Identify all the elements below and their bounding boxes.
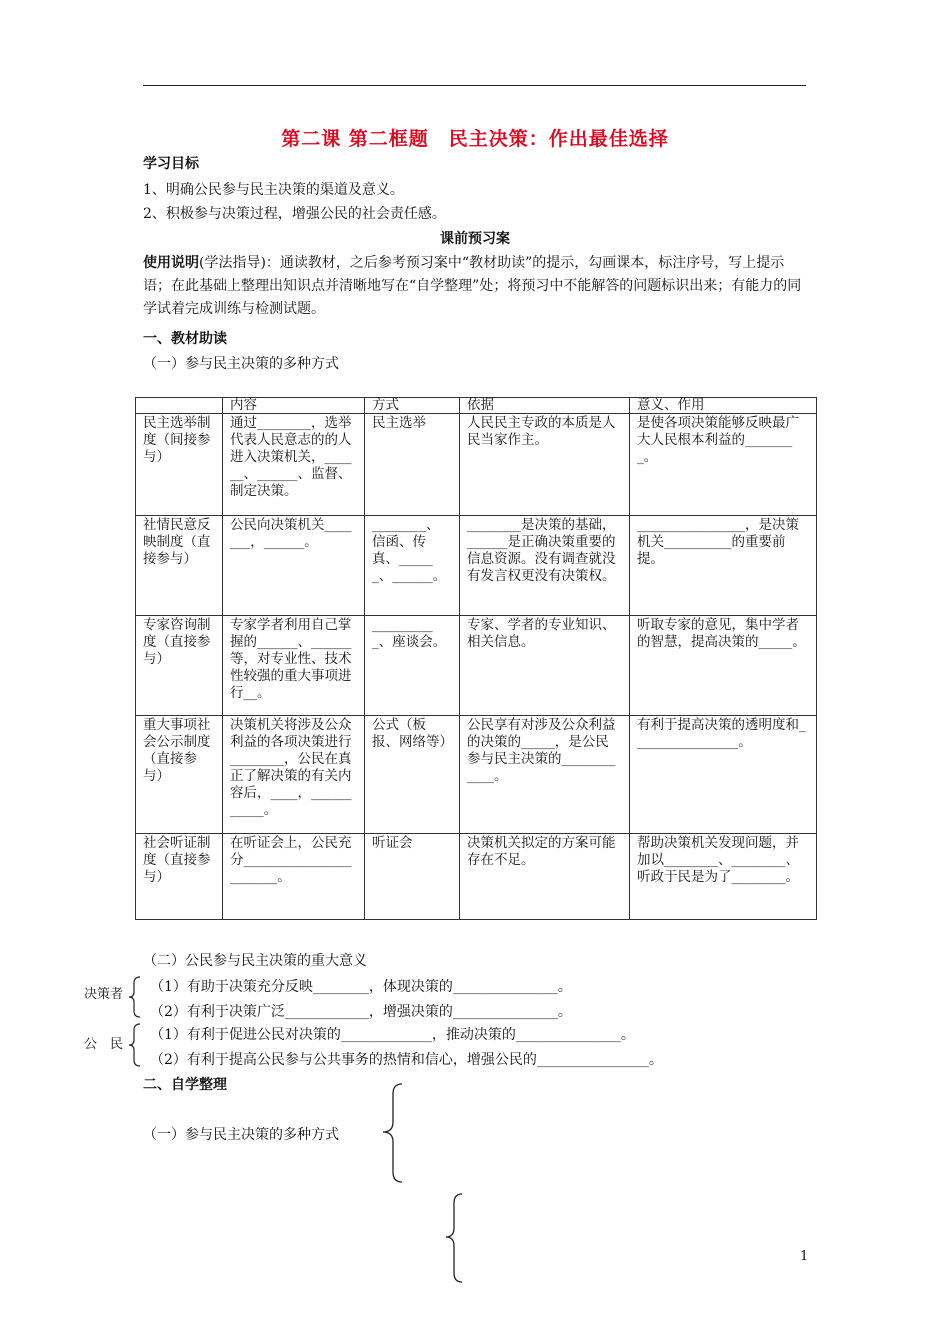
table-row [136,516,817,616]
section1-heading: 一、教材助读 [143,331,227,347]
table-row [136,414,817,516]
goal-item: 2、积极参与决策过程，增强公民的社会责任感。 [143,206,446,222]
preview-heading: 课前预习案 [440,231,510,247]
left-brace-icon [380,1082,404,1184]
left-brace-icon [128,1022,142,1068]
left-brace-icon [444,1192,464,1284]
table-cell: 专家、学者的专业知识、相关信息。 [460,616,630,716]
group1-label: 决策者 [84,987,124,1002]
table-cell: 听证会 [365,834,460,920]
table-cell: 民主选举制度（间接参与） [136,414,223,516]
section2-heading: 二、自学整理 [143,1077,227,1093]
table-cell: 公民向决策机关_______，______。 [223,516,365,616]
goals-heading: 学习目标 [143,156,199,172]
table-cell: 社情民意反映制度（直接参与） [136,516,223,616]
table-header-cell [136,398,223,414]
table-cell: 专家咨询制度（直接参与） [136,616,223,716]
table-header-row [136,398,817,414]
section2-sub1: （一）参与民主决策的多种方式 [143,1127,339,1143]
table-cell: 专家学者利用自己掌握的______、______等，对专业性、技术性较强的重大事项进行__。 [223,616,365,716]
usage-label: 使用说明 [143,255,199,271]
left-brace-icon [128,975,142,1019]
goal-item: 1、明确公民参与民主决策的渠道及意义。 [143,182,404,198]
table-cell: 帮助决策机关发现问题，并加以________、________、听政于民是为了________。 [630,834,817,920]
table-cell: 通过________，选举代表人民意志的的人进入决策机关，______、______、监督、制定决策。 [223,414,365,516]
table-header-cell: 内容 [223,398,365,414]
participation-table [135,397,817,920]
table-cell: 有利于提高决策的透明度和________________。 [630,716,817,834]
section1-sub2: （二）公民参与民主决策的重大意义 [143,953,367,969]
table-header-cell: 意义、作用 [630,398,817,414]
group1-item: （1）有助于决策充分反映________，体现决策的_______________。 [150,979,572,995]
page-number: 1 [800,1249,809,1264]
table-cell: ________、信函、传真、______、______。 [365,516,460,616]
section1-sub1: （一）参与民主决策的多种方式 [143,356,339,372]
table-row [136,616,817,716]
table-cell: 民主选举 [365,414,460,516]
table-header-cell: 方式 [365,398,460,414]
group2-label: 公 民 [84,1037,124,1052]
group2-item: （2）有利于提高公民参与公共事务的热情和信心，增强公民的________________。 [150,1052,663,1068]
table-row [136,716,817,834]
table-cell: 决策机关拟定的方案可能存在不足。 [460,834,630,920]
usage-text: (学法指导)：通读教材，之后参考预习案中“教材助读”的提示，勾画课本，标注序号，写上提示语；在此基础上整理出知识点并清晰地写在“自学整理”处；将预习中不能解答的问题标识出来；有能力的同学试着完成训练与检测试题。 [143,255,802,317]
header-rule [143,85,806,86]
table-header-cell: 依据 [460,398,630,414]
table-cell: ________是决策的基础，______是正确决策重要的信息资源。没有调查就没有发言权更没有决策权。 [460,516,630,616]
table-cell: 人民民主专政的本质是人民当家作主。 [460,414,630,516]
table-cell: 公民享有对涉及公众利益的决策的_____，是公民参与民主决策的____________。 [460,716,630,834]
table-cell: ________________，是决策机关__________的重要前提。 [630,516,817,616]
table-cell: 听取专家的意见，集中学者的智慧，提高决策的_____。 [630,616,817,716]
table-cell: __________、座谈会。 [365,616,460,716]
group1-item: （2）有利于决策广泛____________，增强决策的_______________。 [150,1004,572,1020]
usage-instructions [143,252,811,321]
table-cell: 是使各项决策能够反映最广大人民根本利益的________。 [630,414,817,516]
table-cell: 社会听证制度（直接参与） [136,834,223,920]
group2-item: （1）有利于促进公民对决策的_____________，推动决策的_______________。 [150,1027,635,1043]
table-cell: 决策机关将涉及公众利益的各项决策进行________，公民在真正了解决策的有关内容后，____，___________。 [223,716,365,834]
table-cell: 重大事项社会公示制度（直接参与） [136,716,223,834]
table-row [136,834,817,920]
page-title: 第二课 第二框题 民主决策：作出最佳选择 [281,128,669,150]
table-cell: 公式（板报、网络等） [365,716,460,834]
table-cell: 在听证会上，公民充分_______________________。 [223,834,365,920]
